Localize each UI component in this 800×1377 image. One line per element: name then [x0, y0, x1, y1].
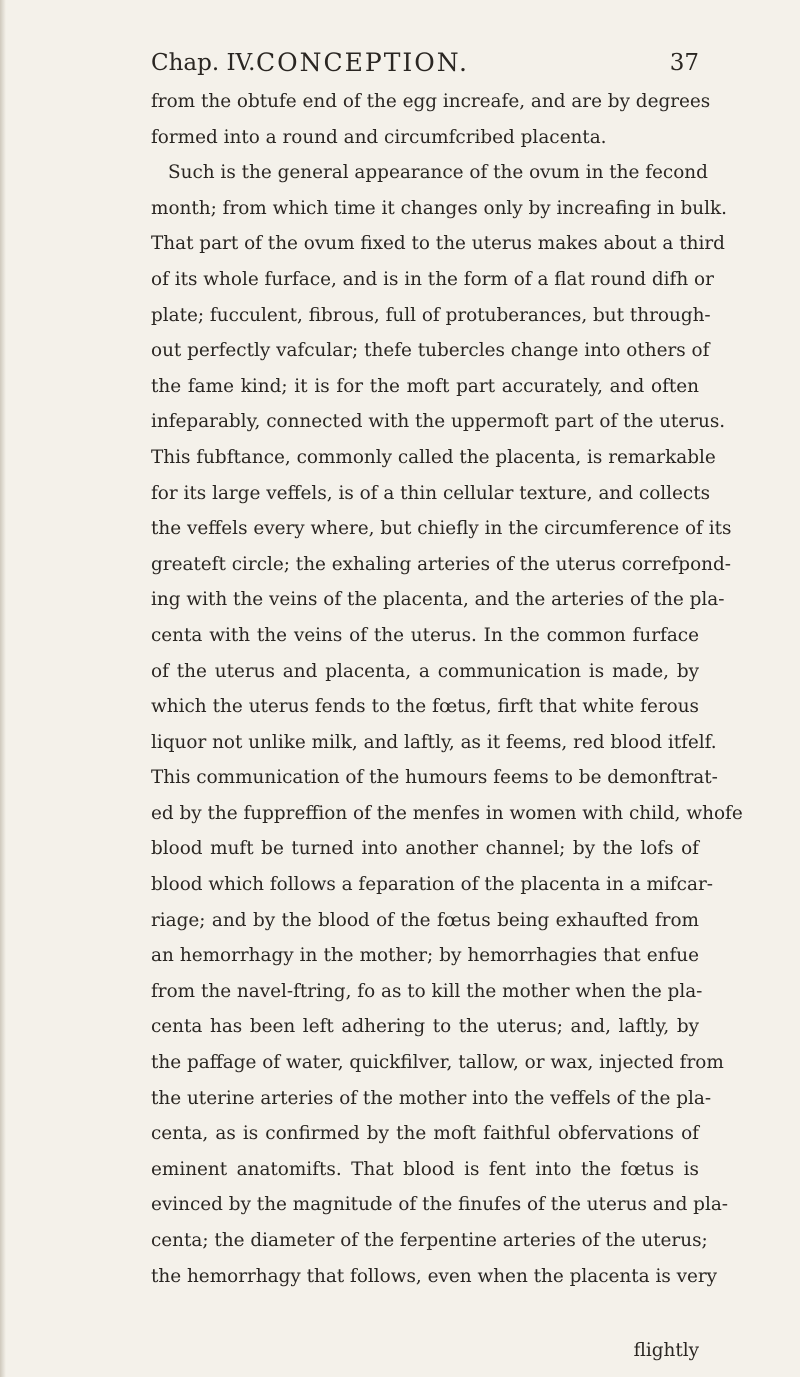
text-line: ed by the fuppreffion of the menfes in women with child, whofe [151, 802, 743, 824]
catchword: flightly [633, 1340, 699, 1361]
text-line: the fame kind; it is for the moft part accurately, and often [151, 375, 699, 397]
text-line: the paffage of water, quickfilver, tallow, or wax, injected from [151, 1052, 724, 1074]
text-line: from the navel-ftring, fo as to kill the mother when the pla- [151, 980, 703, 1002]
text-line: of the uterus and placenta, a communication is made, by [151, 660, 699, 682]
text-line: which the uterus fends to the fœtus, firft that white ferous [151, 696, 699, 718]
chapter-label: Chap. IV. [151, 50, 256, 76]
text-line: centa has been left adhering to the uterus; and, laftly, by [151, 1016, 699, 1038]
text-line: the hemorrhagy that follows, even when the placenta is very [151, 1265, 718, 1287]
text-line-content: formed into a round and circumfcribed placenta. [151, 126, 607, 148]
text-line: from the obtufe end of the egg increafe, and are by degrees [151, 91, 711, 112]
text-line: the uterine arteries of the mother into the veffels of the pla- [151, 1087, 712, 1109]
text-line: plate; fucculent, fibrous, full of protuberances, but through- [151, 304, 711, 326]
body-text [151, 84, 743, 1294]
text-line: Such is the general appearance of the ovum in the fecond [168, 162, 708, 184]
text-line: evinced by the magnitude of the finufes of the uterus and pla- [151, 1194, 729, 1216]
text-line [151, 120, 699, 156]
text-line: centa with the veins of the uterus. In the common furface [151, 624, 699, 646]
text-line: blood muft be turned into another channel; by the lofs of [151, 838, 699, 860]
text-line: centa; the diameter of the ferpentine arteries of the uterus; [151, 1230, 708, 1251]
text-line: centa, as is confirmed by the moft faithful obfervations of [151, 1123, 699, 1145]
text-line: greateft circle; the exhaling arteries of the uterus correfpond- [151, 553, 731, 575]
chapter-title: CONCEPTION. [256, 48, 469, 77]
text-line: liquor not unlike milk, and laftly, as it feems, red blood itfelf. [151, 731, 717, 753]
page-number: 37 [669, 50, 699, 76]
text-line: infeparably, connected with the uppermoft part of the uterus. [151, 411, 726, 433]
text-line: This communication of the humours feems to be demonftrat- [151, 767, 718, 789]
page-edge-shadow [0, 0, 6, 1377]
text-line: month; from which time it changes only by increafing in bulk. [151, 197, 727, 219]
text-line: blood which follows a feparation of the placenta in a mifcar- [151, 874, 713, 896]
text-line: eminent anatomifts. That blood is fent into the fœtus is [151, 1158, 699, 1180]
text-line: the veffels every where, but chiefly in the circumference of its [151, 518, 732, 540]
text-line: This fubftance, commonly called the placenta, is remarkable [151, 446, 716, 468]
text-line: for its large veffels, is of a thin cellular texture, and collects [151, 482, 711, 504]
text-line: out perfectly vafcular; thefe tubercles change into others of [151, 340, 710, 362]
text-line: That part of the ovum fixed to the uterus makes about a third [151, 233, 725, 255]
text-line: of its whole furface, and is in the form of a flat round difh or [151, 268, 714, 290]
running-head [151, 48, 699, 88]
text-line: ing with the veins of the placenta, and the arteries of the pla- [151, 589, 725, 611]
text-line: riage; and by the blood of the fœtus being exhaufted from [151, 909, 699, 931]
text-line: an hemorrhagy in the mother; by hemorrhagies that enfue [151, 945, 699, 967]
